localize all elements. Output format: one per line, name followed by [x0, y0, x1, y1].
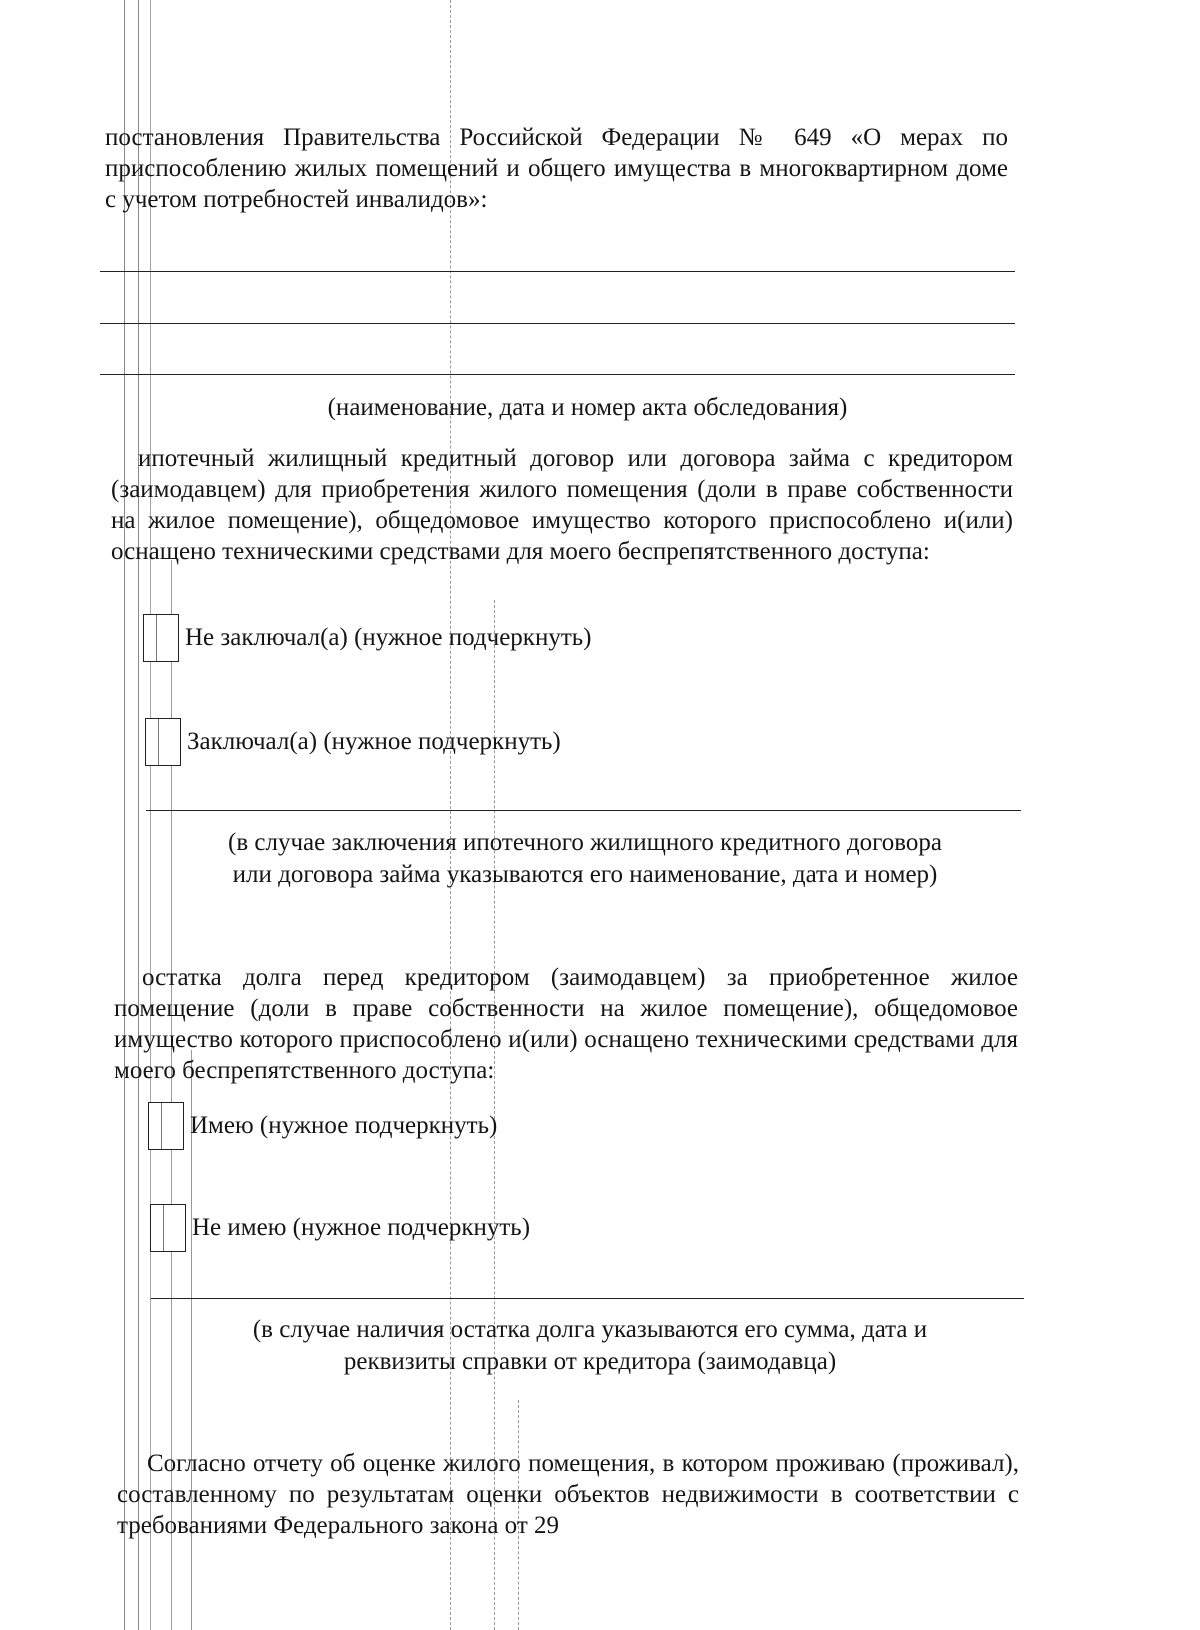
scan-artifact-fold [450, 0, 452, 1630]
debt-option-have[interactable] [148, 1102, 497, 1150]
intro-paragraph: постановления Правительства Российской Федерации № 649 «О мерах по приспособлению жилых помещений и общего имущества в многоквартирном доме с учетом потребностей инвалидов»: [105, 124, 1008, 213]
mortgage-caption-line2: или договора займа указываются его наименование, дата и номер) [232, 861, 938, 888]
debt-caption-line1: (в случае наличия остатка долга указываются его сумма, дата и [252, 1316, 928, 1343]
act-blank-line [100, 374, 1015, 375]
option-label: Не имею (нужное подчеркнуть) [192, 1214, 531, 1241]
act-caption: (наименование, дата и номер акта обследования) [327, 394, 848, 421]
option-label: Имею (нужное подчеркнуть) [190, 1112, 498, 1139]
debt-blank-line [151, 1298, 1024, 1299]
option-label: Не заключал(а) (нужное подчеркнуть) [185, 624, 592, 651]
mortgage-blank-line [146, 810, 1021, 811]
mortgage-option-not-concluded[interactable] [143, 614, 591, 662]
valuation-paragraph: Согласно отчету об оценке жилого помещения, в котором проживаю (проживал), составленному по результатам оценки объектов недвижимости в соответствии с требованиями Федерального закона от 29 [117, 1450, 1019, 1539]
mortgage-option-concluded[interactable] [145, 718, 561, 766]
debt-option-not-have[interactable] [150, 1204, 530, 1252]
mortgage-paragraph: ипотечный жилищный кредитный договор или договора займа с кредитором (заимодавцем) для приобретения жилого помещения (доли в праве собственности на жилое помещение), общедомовое имущество которого приспособлено и(или) оснащено техническими средствами для моего беспрепятственного доступа: [111, 445, 1013, 565]
act-blank-line [100, 323, 1015, 324]
debt-paragraph: остатка долга перед кредитором (заимодавцем) за приобретенное жилое помещение (доли в праве собственности на жилое помещение), общедомовое имущество которого приспособлено и(или) оснащено техническими средствами для моего беспрепятственного доступа: [114, 964, 1018, 1084]
debt-caption-line2: реквизиты справки от кредитора (заимодавца) [343, 1348, 837, 1375]
scan-artifact-line [138, 0, 139, 1630]
checkbox[interactable] [143, 614, 179, 662]
mortgage-caption-line1: (в случае заключения ипотечного жилищного кредитного договора [228, 829, 942, 856]
act-blank-line [100, 271, 1015, 272]
option-label: Заключал(а) (нужное подчеркнуть) [187, 728, 561, 755]
checkbox[interactable] [150, 1204, 186, 1252]
checkbox[interactable] [145, 718, 181, 766]
scan-artifact-line [150, 0, 151, 1630]
checkbox[interactable] [148, 1102, 184, 1150]
scan-artifact-line [124, 0, 125, 1630]
